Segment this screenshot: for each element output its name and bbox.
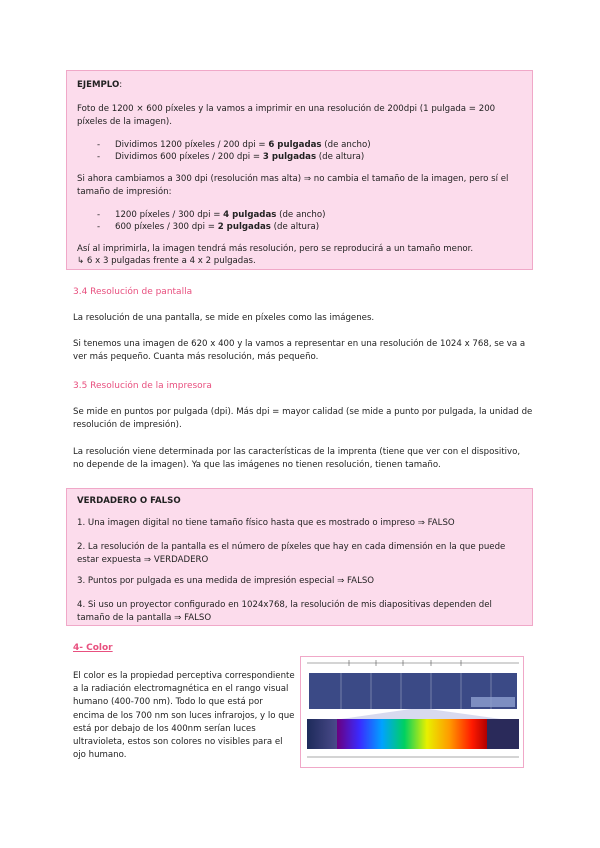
example-change: Si ahora cambiamos a 300 dpi (resolución mas alta) ⇒ no cambia el tamaño de la imagen, pero sí el tamaño de impresión: <box>77 174 509 197</box>
true-false-title: VERDADERO O FALSO <box>77 496 181 506</box>
example-box: EJEMPLO: Foto de 1200 × 600 píxeles y la vamos a imprimir en una resolución de 200dpi (1 pulgada = 200 píxeles de la imagen). - Dividimos 1200 píxeles / 200 dpi = 6 pulgadas (de ancho) - Dividimos 600 píxeles / 200 dpi = 3 pulgadas (de altura) Si ahora cambiamos a 300 dpi (resolución mas alta) ⇒ no cambia el tamaño de la imagen, pero sí el tamaño de impresión: - 1200 píxeles / 300 dpi = 4 pulgadas (de ancho) - 600 píxeles / 300 dpi = 2 pulgadas (de altura) Así al imprimirla, la imagen tendrá más resolución, pero se reproducirá a un tamaño menor. ↳ 6 x 3 pulgadas frente a 4 x 2 pulgadas. <box>66 70 533 270</box>
example-conclusion: Así al imprimirla, la imagen tendrá más resolución, pero se reproducirá a un tamaño menor. <box>77 244 474 254</box>
true-false-box <box>66 488 533 626</box>
true-false-item: 2. La resolución de la pantalla es el número de píxeles que hay en cada dimensión en la que puede estar expuesta ⇒ VERDADERO <box>77 542 506 565</box>
list-item: - Dividimos 600 píxeles / 200 dpi = 3 pulgadas (de altura) <box>97 152 365 162</box>
paragraph: Se mide en puntos por pulgada (dpi). Más dpi = mayor calidad (se mide a punto por pulgada, la unidad de resolución de impresión). <box>73 407 533 430</box>
list-item: - 1200 píxeles / 300 dpi = 4 pulgadas (de ancho) <box>97 210 326 220</box>
electromagnetic-spectrum-figure <box>300 656 524 768</box>
example-box-title: EJEMPLO <box>77 80 120 90</box>
list-item: - Dividimos 1200 píxeles / 200 dpi = 6 pulgadas (de ancho) <box>97 140 371 150</box>
example-intro: Foto de 1200 × 600 píxeles y la vamos a imprimir en una resolución de 200dpi (1 pulgada = 200 píxeles de la imagen). <box>77 104 496 127</box>
visible-spectrum-bar <box>337 719 487 749</box>
list-item: - 600 píxeles / 300 dpi = 2 pulgadas (de altura) <box>97 222 320 232</box>
paragraph: Si tenemos una imagen de 620 x 400 y la vamos a representar en una resolución de 1024 x 768, se va a ver más pequeño. Cuanta más resolución, más pequeño. <box>73 339 526 362</box>
true-false-item: 4. Si uso un proyector configurado en 1024x768, la resolución de mis diapositivas dependen del tamaño de la pantalla ⇒ FALSO <box>77 600 492 623</box>
true-false-item: 1. Una imagen digital no tiene tamaño físico hasta que es mostrado o impreso ⇒ FALSO <box>77 518 455 528</box>
section-heading: 4- Color <box>73 643 113 653</box>
example-conclusion-arrow: ↳ 6 x 3 pulgadas frente a 4 x 2 pulgadas. <box>77 256 256 266</box>
section-heading: 3.5 Resolución de la impresora <box>73 381 212 391</box>
paragraph: La resolución viene determinada por las características de la imprenta (tiene que ver con el dispositivo, no depende de la imagen). Ya que las imágenes no tienen resolución, tienen tamaño. <box>73 447 521 470</box>
color-paragraph: El color es la propiedad perceptiva correspondiente a la radiación electromagnética en el rango visual humano (400-700 nm). Todo lo que está por encima de los 700 nm son luces infrarojos, y lo que está por debajo de los 400nm serían luces ultravioleta, estos son colores no visibles para el ojo humano. <box>73 671 295 761</box>
spectrum-graphic <box>301 657 524 768</box>
section-heading: 3.4 Resolución de pantalla <box>73 287 193 297</box>
paragraph: La resolución de una pantalla, se mide en píxeles como las imágenes. <box>73 313 375 323</box>
true-false-item: 3. Puntos por pulgada es una medida de impresión especial ⇒ FALSO <box>77 576 375 586</box>
